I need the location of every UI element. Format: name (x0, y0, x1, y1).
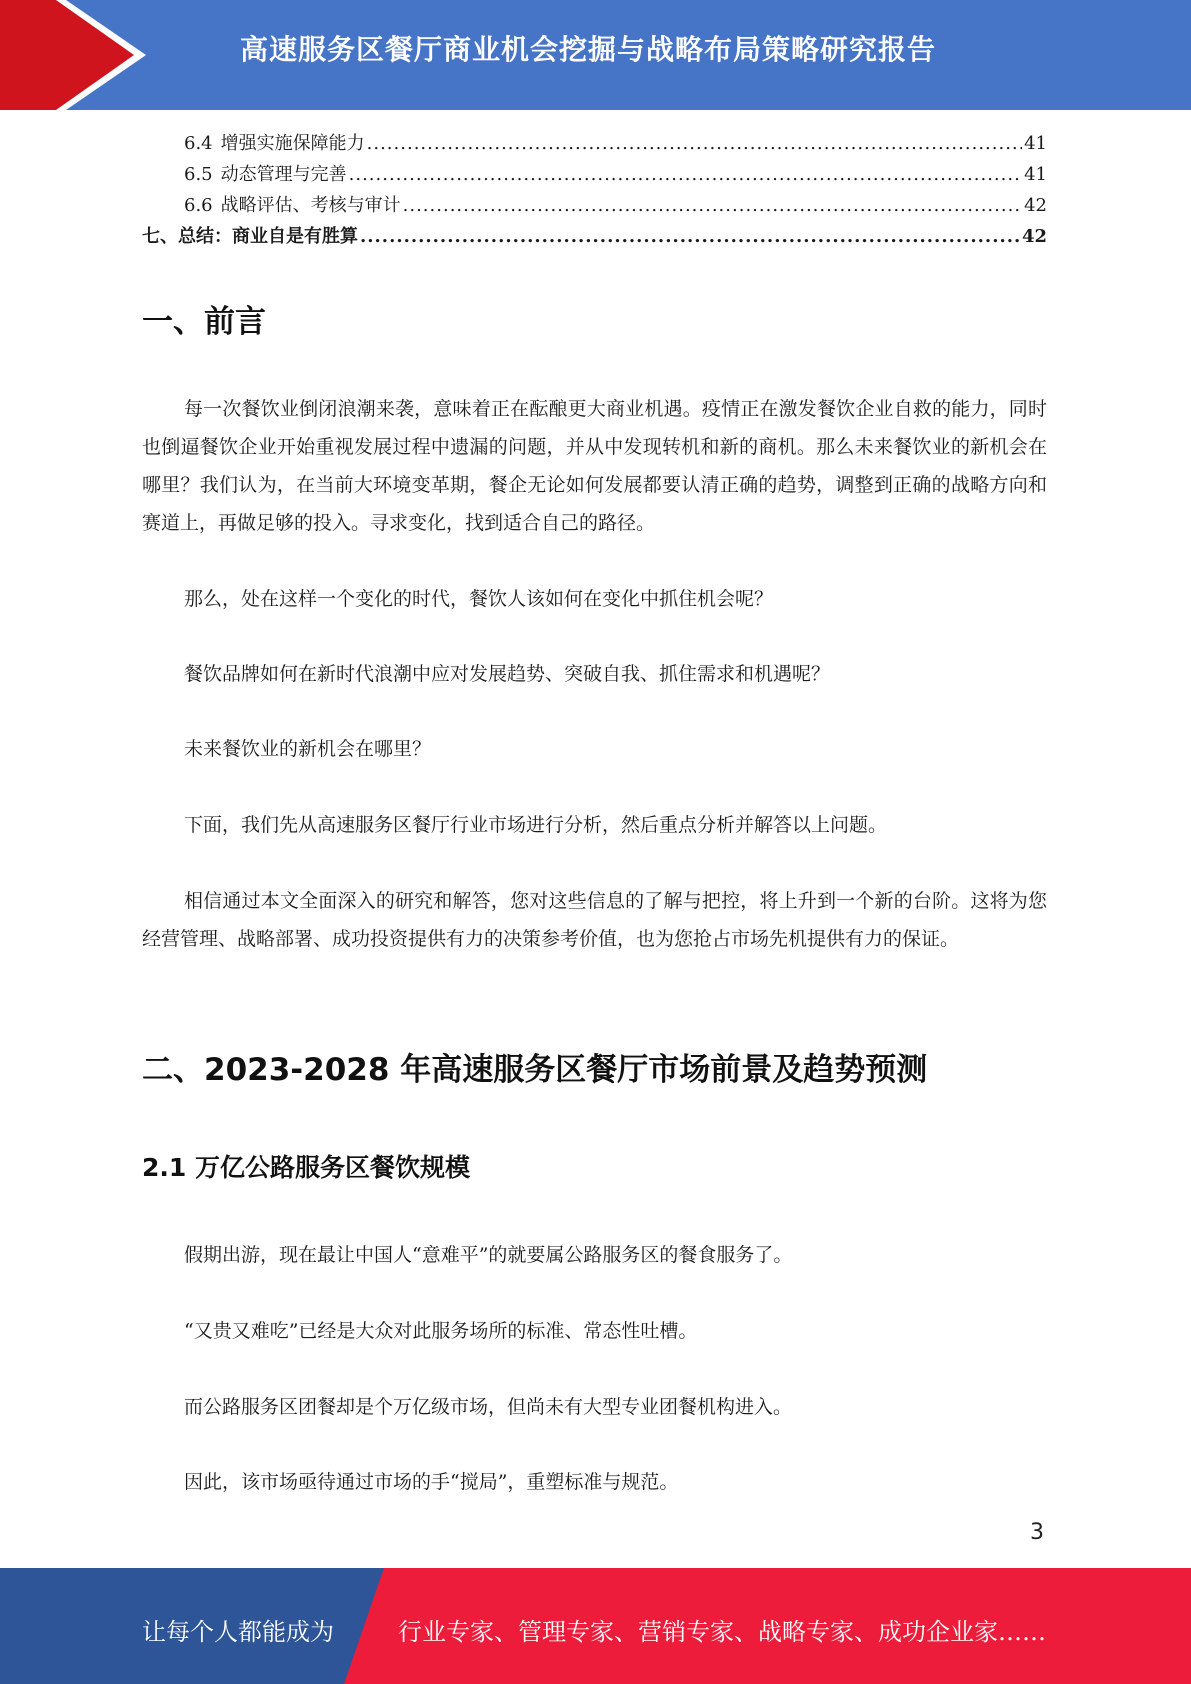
toc-label: 动态管理与完善 (220, 164, 347, 185)
toc-leader (403, 190, 1022, 221)
footer-slogan-right: 行业专家、管理专家、营销专家、战略专家、成功企业家…… (398, 1618, 1046, 1646)
page-number: 3 (1030, 1520, 1044, 1545)
paragraph: 相信通过本文全面深入的研究和解答，您对这些信息的了解与把控，将上升到一个新的台阶。这将为您经营管理、战略部署、成功投资提供有力的决策参考价值，也为您抢占市场先机提供有力的保证。 (142, 890, 1047, 950)
page-header (0, 0, 1191, 110)
table-of-contents (142, 128, 1047, 252)
toc-number: 6.4 (184, 133, 213, 154)
toc-page: 41 (1024, 133, 1047, 154)
paragraph: 下面，我们先从高速服务区餐厅行业市场进行分析，然后重点分析并解答以上问题。 (184, 814, 888, 836)
toc-label: 七、总结：商业自是有胜算 (142, 226, 358, 247)
paragraph: 未来餐饮业的新机会在哪里？ (184, 738, 432, 760)
paragraph: “又贵又难吃”已经是大众对此服务场所的标准、常态性吐槽。 (184, 1320, 698, 1342)
toc-leader (360, 221, 1020, 252)
toc-label: 战略评估、考核与审计 (220, 195, 401, 216)
toc-label: 增强实施保障能力 (220, 133, 365, 154)
page-footer (0, 1568, 1191, 1684)
toc-entry[interactable] (142, 159, 1047, 190)
toc-number: 6.5 (184, 164, 213, 185)
paragraph: 餐饮品牌如何在新时代浪潮中应对发展趋势、突破自我、抓住需求和机遇呢？ (184, 663, 831, 685)
toc-page: 42 (1024, 195, 1047, 216)
paragraph: 假期出游，现在最让中国人“意难平”的就要属公路服务区的餐食服务了。 (184, 1244, 793, 1266)
toc-number: 6.6 (184, 195, 213, 216)
section-heading-preface: 一、前言 (142, 304, 266, 340)
subsection-heading: 2.1 万亿公路服务区餐饮规模 (142, 1153, 470, 1182)
document-title: 高速服务区餐厅商业机会挖掘与战略布局策略研究报告 (240, 33, 937, 66)
toc-entry[interactable] (142, 190, 1047, 221)
paragraph: 那么，处在这样一个变化的时代，餐饮人该如何在变化中抓住机会呢？ (184, 588, 774, 610)
header-arrow-icon (0, 0, 160, 110)
toc-page: 42 (1021, 226, 1047, 247)
paragraph: 每一次餐饮业倒闭浪潮来袭，意味着正在酝酿更大商业机遇。疫情正在激发餐饮企业自救的能力，同时也倒逼餐饮企业开始重视发展过程中遗漏的问题，并从中发现转机和新的商机。那么未来餐饮业的新机会在哪里？我们认为，在当前大环境变革期，餐企无论如何发展都要认清正确的趋势，调整到正确的战略方向和赛道上，再做足够的投入。寻求变化，找到适合自己的路径。 (142, 398, 1047, 534)
section-heading-forecast: 二、2023-2028 年高速服务区餐厅市场前景及趋势预测 (142, 1052, 928, 1088)
toc-entry[interactable] (142, 128, 1047, 159)
toc-entry-main[interactable] (142, 221, 1047, 252)
toc-page: 41 (1024, 164, 1047, 185)
toc-leader (349, 159, 1022, 190)
footer-slogan-left: 让每个人都能成为 (142, 1618, 334, 1646)
paragraph: 而公路服务区团餐却是个万亿级市场，但尚未有大型专业团餐机构进入。 (184, 1396, 793, 1418)
toc-leader (367, 128, 1022, 159)
paragraph: 因此，该市场亟待通过市场的手“搅局”，重塑标准与规范。 (184, 1471, 679, 1493)
